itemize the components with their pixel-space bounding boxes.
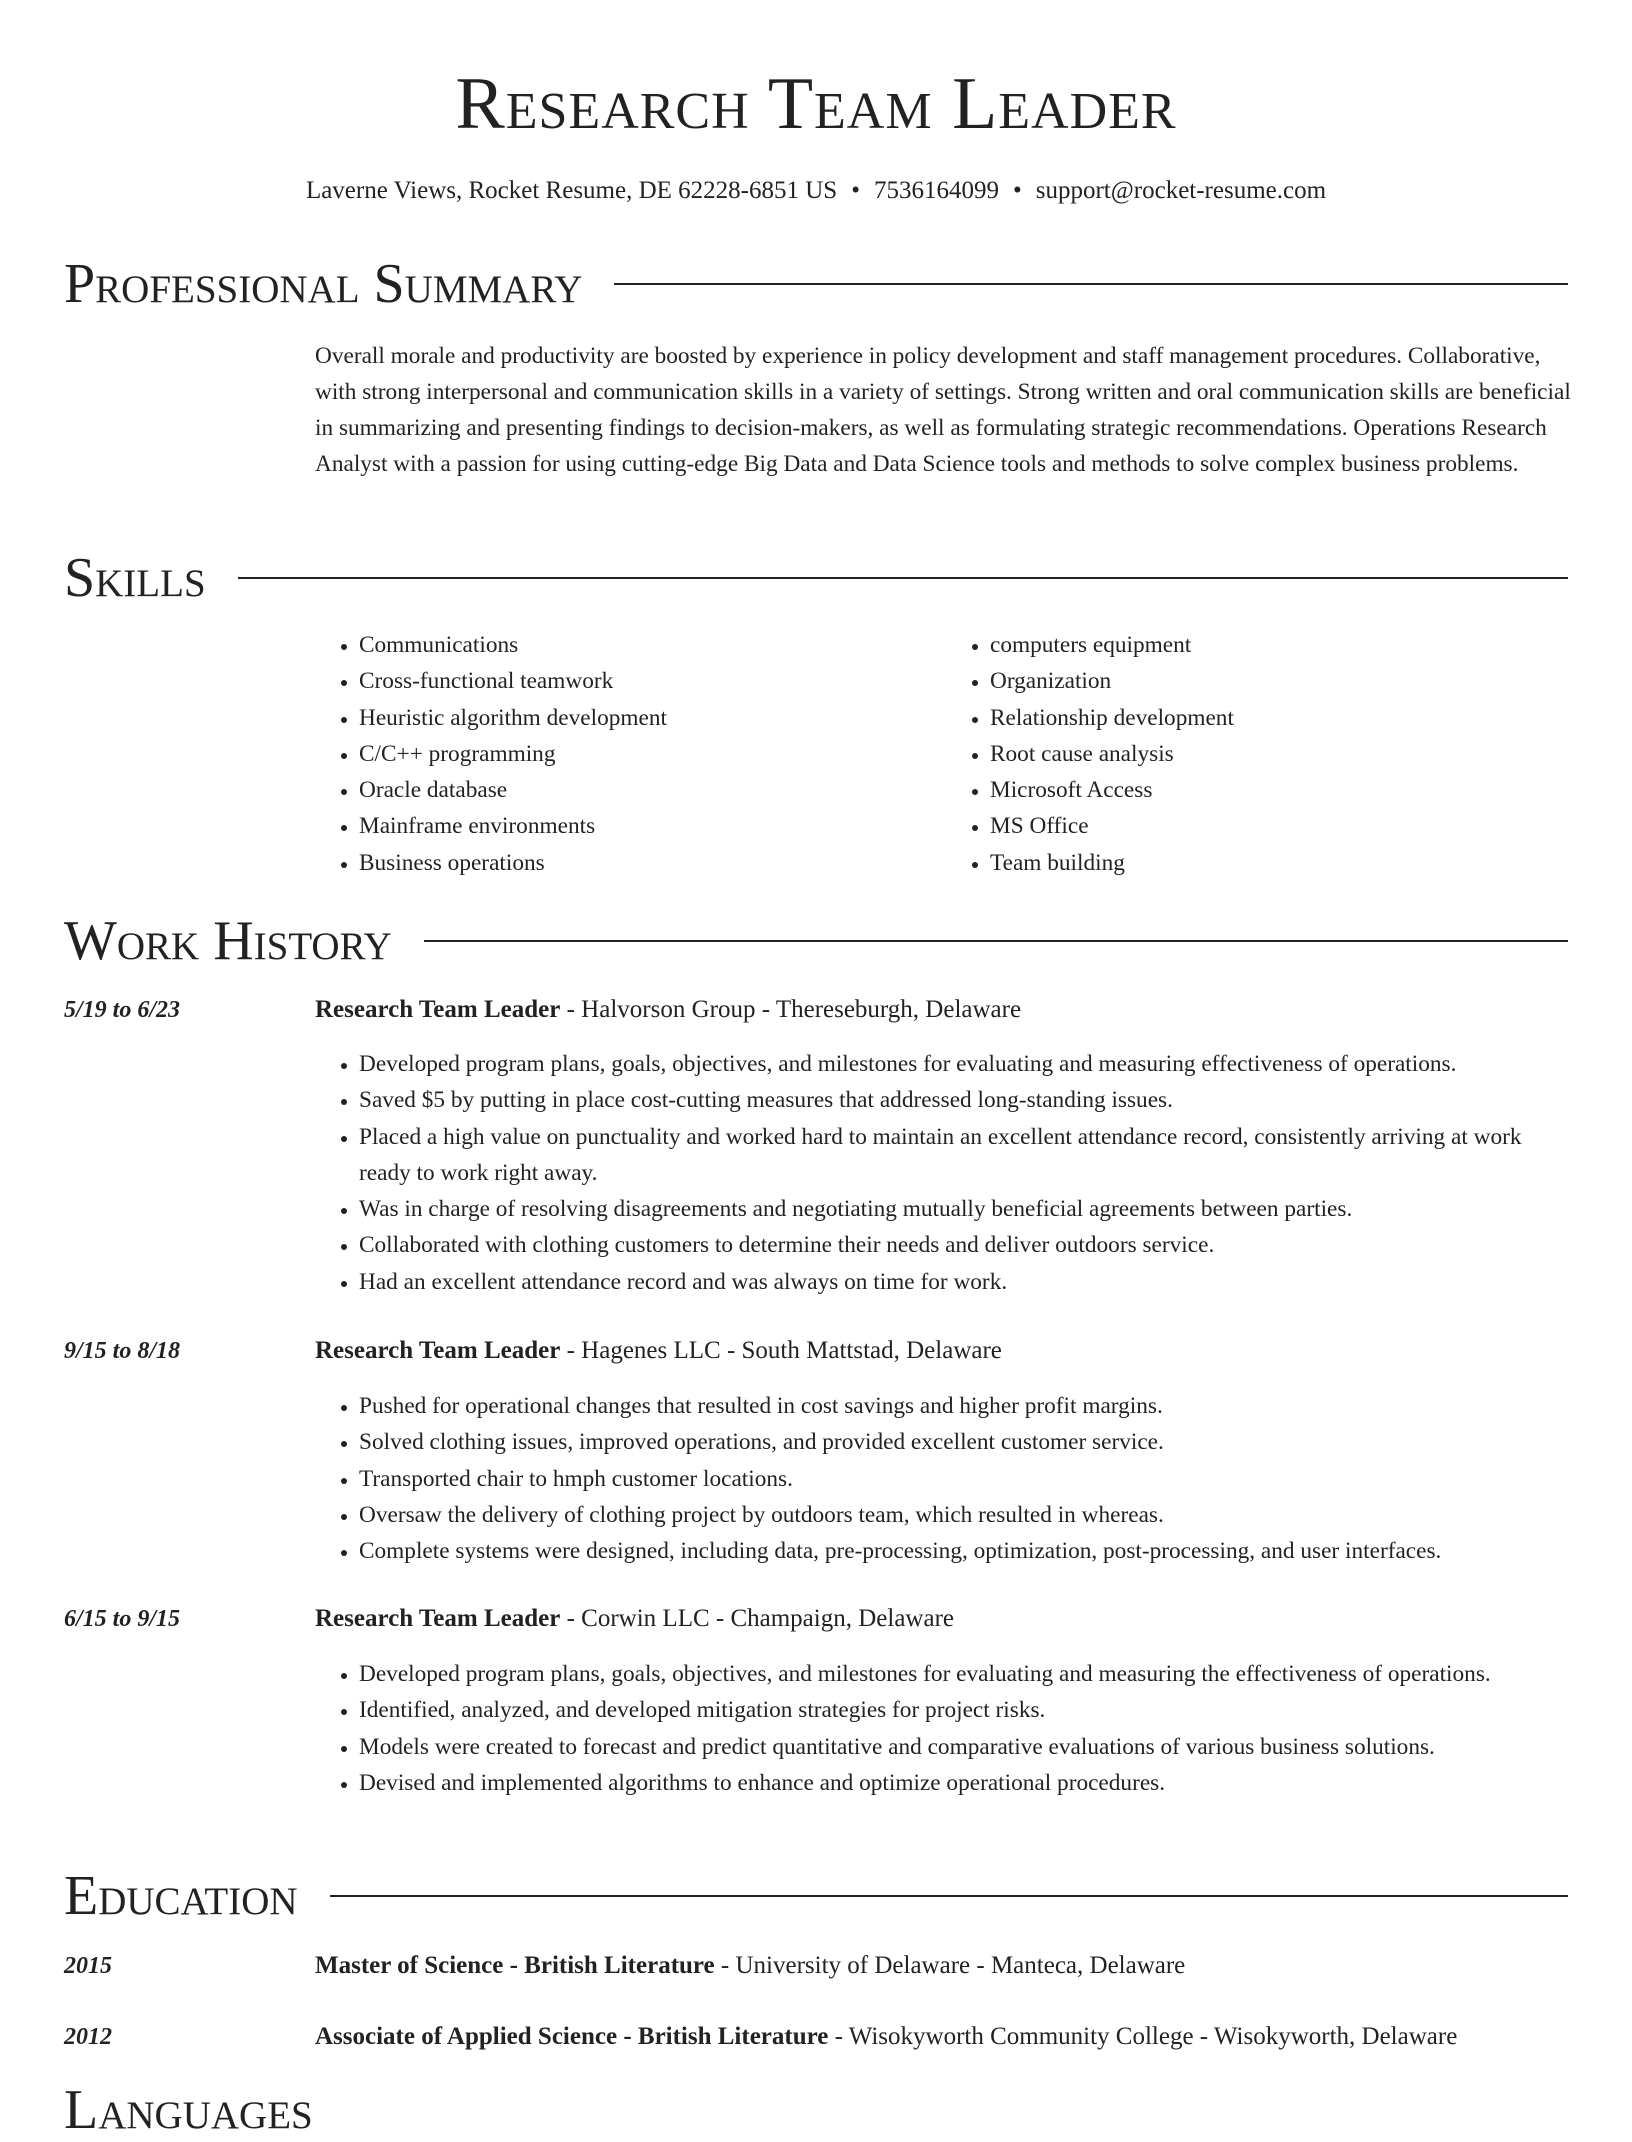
skill-item: • Heuristic algorithm development bbox=[359, 700, 946, 736]
job-dates: 9/15 to 8/18 bbox=[64, 1338, 181, 1364]
job-bullet: • Developed program plans, goals, objectives, and milestones for evaluating and measuring effectiveness of operations. bbox=[359, 1046, 1577, 1082]
section-work-header bbox=[64, 909, 1568, 973]
section-title: Skills bbox=[64, 547, 206, 609]
skill-item: • Cross-functional teamwork bbox=[359, 663, 946, 699]
skill-item: • MS Office bbox=[990, 808, 1577, 844]
skills-column-right bbox=[946, 627, 1577, 881]
job-bullet: • Developed program plans, goals, objectives, and milestones for evaluating and measuring the effectiveness of operations. bbox=[359, 1656, 1577, 1692]
contact-separator: • bbox=[1012, 177, 1022, 204]
education-year: 2015 bbox=[64, 1953, 112, 1979]
section-divider bbox=[614, 283, 1568, 285]
job-dates: 5/19 to 6/23 bbox=[64, 997, 181, 1023]
section-title: Languages bbox=[64, 2079, 313, 2141]
section-divider bbox=[424, 940, 1568, 942]
skill-item: • Root cause analysis bbox=[990, 736, 1577, 772]
section-education-header bbox=[64, 1864, 1568, 1928]
section-summary-header bbox=[64, 252, 1568, 316]
job-bullets bbox=[315, 1046, 1577, 1300]
job-details: - Hagenes LLC - South Mattstad, Delaware bbox=[560, 1337, 1002, 1364]
section-title: Work History bbox=[64, 910, 392, 972]
job-title: Research Team Leader bbox=[315, 1337, 561, 1364]
section-skills-header bbox=[64, 546, 1568, 610]
job-bullets bbox=[315, 1656, 1577, 1801]
job-bullet: • Collaborated with clothing customers to determine their needs and deliver outdoors service. bbox=[359, 1227, 1577, 1263]
job-heading bbox=[315, 1334, 1002, 1368]
section-divider bbox=[238, 577, 1568, 579]
job-bullet: • Saved $5 by putting in place cost-cutting measures that addressed long-standing issues. bbox=[359, 1082, 1577, 1118]
job-bullet: • Oversaw the delivery of clothing project by outdoors team, which resulted in whereas. bbox=[359, 1497, 1577, 1533]
education-degree: Master of Science - British Literature bbox=[315, 1952, 715, 1979]
skill-item: • Mainframe environments bbox=[359, 808, 946, 844]
skill-item: • C/C++ programming bbox=[359, 736, 946, 772]
job-bullet: • Solved clothing issues, improved operations, and provided excellent customer service. bbox=[359, 1424, 1577, 1460]
education-heading bbox=[315, 2020, 1457, 2054]
skills-grid bbox=[315, 627, 1577, 881]
education-year: 2012 bbox=[64, 2024, 112, 2050]
job-bullets bbox=[315, 1388, 1577, 1569]
section-title: Education bbox=[64, 1865, 298, 1927]
job-bullet: • Transported chair to hmph customer locations. bbox=[359, 1461, 1577, 1497]
skill-item: • Business operations bbox=[359, 845, 946, 881]
job-bullet: • Was in charge of resolving disagreements and negotiating mutually beneficial agreements between parties. bbox=[359, 1191, 1577, 1227]
section-title: Professional Summary bbox=[64, 253, 583, 315]
education-heading bbox=[315, 1949, 1185, 1983]
job-bullet: • Pushed for operational changes that resulted in cost savings and higher profit margins. bbox=[359, 1388, 1577, 1424]
contact-email: support@rocket-resume.com bbox=[1035, 177, 1327, 204]
section-languages-header bbox=[64, 2078, 1568, 2142]
skill-item: • Oracle database bbox=[359, 772, 946, 808]
job-bullet: • Models were created to forecast and predict quantitative and comparative evaluations of various business solutions. bbox=[359, 1729, 1577, 1765]
skill-item: • Communications bbox=[359, 627, 946, 663]
job-details: - Corwin LLC - Champaign, Delaware bbox=[560, 1605, 954, 1632]
summary-text: Overall morale and productivity are boosted by experience in policy development and staff management procedures. Collaborative, with strong interpersonal and communication skills in a variety of settings. Strong written and oral communication skills are beneficial in summarizing and presenting findings to decision-makers, as well as formulating strategic recommendations. Operations Research Analyst with a passion for using cutting-edge Big Data and Data Science tools and methods to solve complex business problems. bbox=[315, 343, 1571, 477]
skill-item: • Team building bbox=[990, 845, 1577, 881]
contact-line bbox=[0, 174, 1632, 208]
job-bullet: • Devised and implemented algorithms to enhance and optimize operational procedures. bbox=[359, 1765, 1577, 1801]
job-title: Research Team Leader bbox=[315, 996, 561, 1023]
contact-address: Laverne Views, Rocket Resume, DE 62228-6851 US bbox=[305, 177, 838, 204]
education-details: - Wisokyworth Community College - Wisokyworth, Delaware bbox=[828, 2023, 1458, 2050]
education-details: - University of Delaware - Manteca, Delaware bbox=[714, 1952, 1186, 1979]
contact-separator: • bbox=[851, 177, 860, 204]
job-bullet: • Identified, analyzed, and developed mitigation strategies for project risks. bbox=[359, 1692, 1577, 1728]
job-bullet: • Placed a high value on punctuality and worked hard to maintain an excellent attendance record, consistently arriving at work ready to work right away. bbox=[359, 1119, 1577, 1192]
education-degree: Associate of Applied Science - British Literature bbox=[315, 2023, 829, 2050]
job-title: Research Team Leader bbox=[315, 1605, 561, 1632]
job-heading bbox=[315, 1602, 954, 1636]
job-details: - Halvorson Group - Thereseburgh, Delaware bbox=[560, 996, 1022, 1023]
job-bullet: • Complete systems were designed, including data, pre-processing, optimization, post-processing, and user interfaces. bbox=[359, 1533, 1577, 1569]
skill-item: • computers equipment bbox=[990, 627, 1577, 663]
skill-item: • Relationship development bbox=[990, 700, 1577, 736]
contact-phone: 7536164099 bbox=[873, 177, 999, 204]
skills-column-left bbox=[315, 627, 946, 881]
job-heading bbox=[315, 993, 1021, 1027]
resume-name: Research Team Leader bbox=[455, 63, 1177, 145]
skill-item: • Microsoft Access bbox=[990, 772, 1577, 808]
job-dates: 6/15 to 9/15 bbox=[64, 1606, 181, 1632]
skill-item: • Organization bbox=[990, 663, 1577, 699]
job-bullet: • Had an excellent attendance record and was always on time for work. bbox=[359, 1264, 1577, 1300]
section-divider bbox=[330, 1895, 1568, 1897]
